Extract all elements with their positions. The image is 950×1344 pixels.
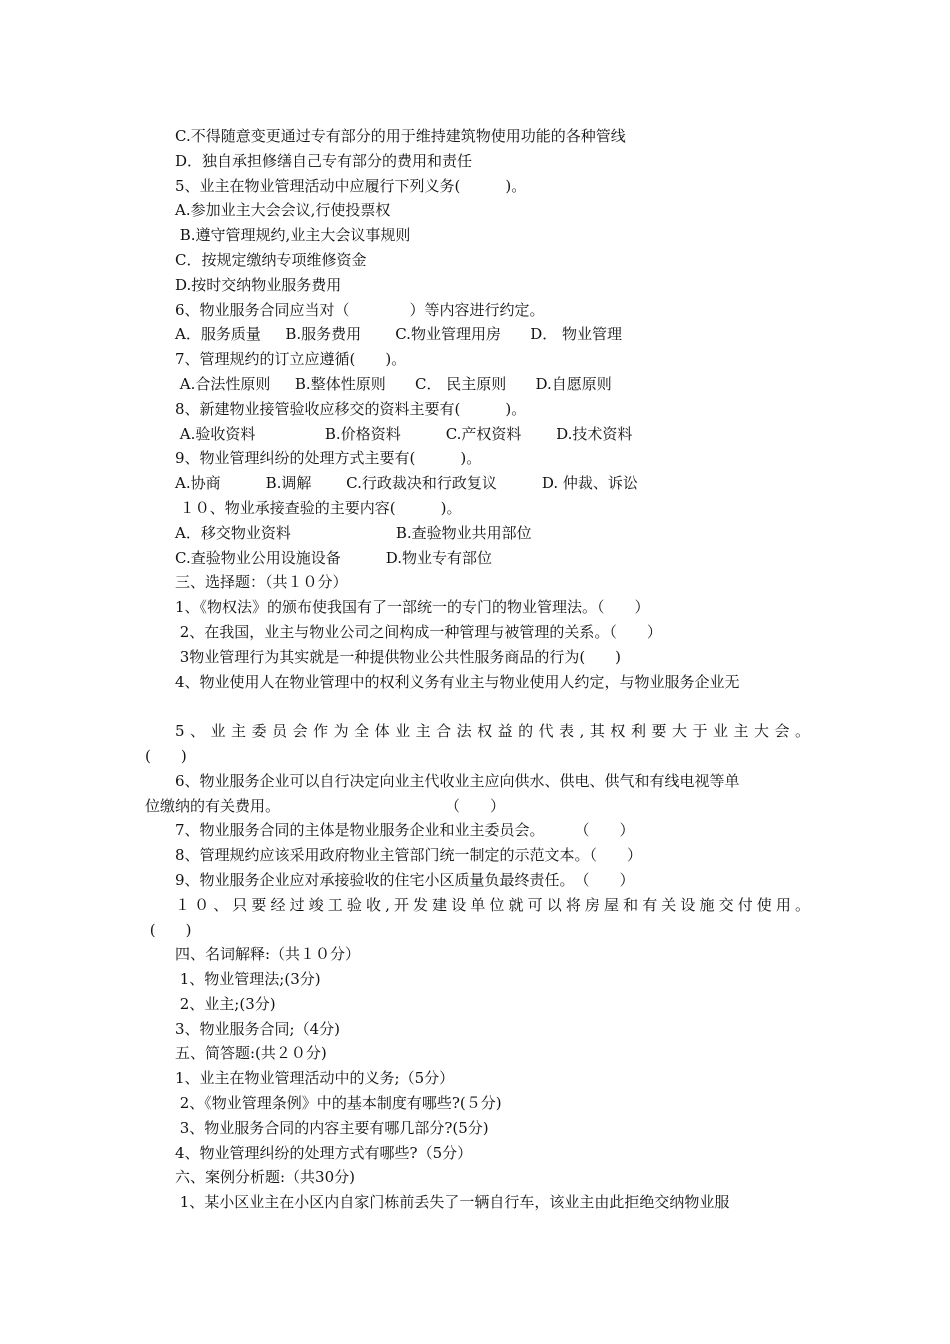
question-line: 9、物业管理纠纷的处理方式主要有( )。 [175, 449, 482, 468]
question-line: １０、物业承接查验的主要内容( )。 [175, 498, 462, 517]
question-line: 7、管理规约的订立应遵循( )。 [175, 350, 407, 369]
document-body [145, 124, 810, 1215]
option-line: C.不得随意变更通过专有部分的用于维持建筑物使用功能的各种管线 [175, 127, 626, 145]
question-line: 4、物业使用人在物业管理中的权利义务有业主与物业使用人约定，与物业服务企业无 [175, 672, 740, 691]
question-line: 9、物业服务企业应对承接验收的住宅小区质量负最终责任。 （ ） [175, 870, 635, 889]
question-line: 5、业主在物业管理活动中应履行下列义务( )。 [175, 176, 527, 195]
question-line: 5、业主委员会作为全体业主合法权益的代表,其权利要大于业主大会。 [175, 722, 810, 741]
option-line: A.协商 B.调解 C.行政裁决和行政复议 D. 仲裁、诉讼 [175, 474, 638, 493]
section-heading: 六、案例分析题:（共30分) [175, 1168, 355, 1187]
question-line: 8、管理规约应该采用政府物业主管部门统一制定的示范文本。（ ） [175, 846, 643, 865]
question-line: 6、物业服务合同应当对（ ）等内容进行约定。 [175, 300, 545, 319]
option-line: A．服务质量 B.服务费用 C.物业管理用房 D． 物业管理 [175, 325, 623, 344]
answer-paren: ( ) [145, 920, 192, 939]
question-line: 3、物业服务合同的内容主要有哪几部分?(5分) [175, 1118, 489, 1137]
question-line: 7、物业服务合同的主体是物业服务企业和业主委员会。 （ ） [175, 821, 635, 840]
question-line-continued [145, 694, 810, 719]
option-line: C.查验物业公用设施设备 D.物业专有部位 [175, 548, 492, 567]
option-line: C．按规定缴纳专项维修资金 [175, 250, 367, 269]
question-line: 6、物业服务企业可以自行决定向业主代收业主应向供水、供电、供气和有线电视等单 [175, 771, 740, 790]
section-heading: 三、选择题：（共１０分） [175, 573, 348, 592]
question-line: 8、新建物业接管验收应移交的资料主要有( )。 [175, 399, 527, 418]
question-line: 1、《物权法》的颁布使我国有了一部统一的专门的物业管理法。（ ） [175, 598, 650, 617]
question-line: 2、业主;(3分) [175, 994, 276, 1013]
section-heading: 四、名词解释:（共１０分） [175, 945, 361, 964]
question-line: 2、在我国，业主与物业公司之间构成一种管理与被管理的关系。（ ） [175, 622, 662, 641]
question-line: 1、业主在物业管理活动中的义务;（5分） [175, 1069, 455, 1088]
option-line: B.遵守管理规约,业主大会议事规则 [175, 226, 411, 245]
question-line: 3物业管理行为其实就是一种提供物业公共性服务商品的行为( ) [175, 647, 622, 666]
section-heading: 五、简答题:(共２０分) [175, 1044, 327, 1063]
option-line: D.按时交纳物业服务费用 [175, 275, 342, 294]
option-line: A.参加业主大会会议,行使投票权 [175, 201, 391, 220]
question-line: 2、《物业管理条例》中的基本制度有哪些?(５分) [175, 1094, 502, 1113]
answer-paren: ( ) [145, 746, 187, 765]
option-line: D．独自承担修缮自己专有部分的费用和责任 [175, 151, 473, 170]
question-line: 3、物业服务合同;（4分) [175, 1019, 340, 1038]
question-line-continued: 位缴纳的有关费用。 （ ） [145, 796, 506, 815]
option-line: A．移交物业资料 B.查验物业共用部位 [175, 523, 532, 542]
option-line: A.合法性原则 B.整体性原则 C． 民主原则 D.自愿原则 [175, 374, 612, 393]
option-line: A.验收资料 B.价格资料 C.产权资料 D.技术资料 [175, 424, 633, 443]
question-line: 1、物业管理法;(3分) [175, 970, 321, 989]
question-line: １０、只要经过竣工验收,开发建设单位就可以将房屋和有关设施交付使用。 [175, 895, 810, 914]
question-line: 1、某小区业主在小区内自家门栋前丢失了一辆自行车，该业主由此拒绝交纳物业服 [175, 1193, 730, 1212]
question-line: 4、物业管理纠纷的处理方式有哪些?（5分） [175, 1143, 473, 1162]
